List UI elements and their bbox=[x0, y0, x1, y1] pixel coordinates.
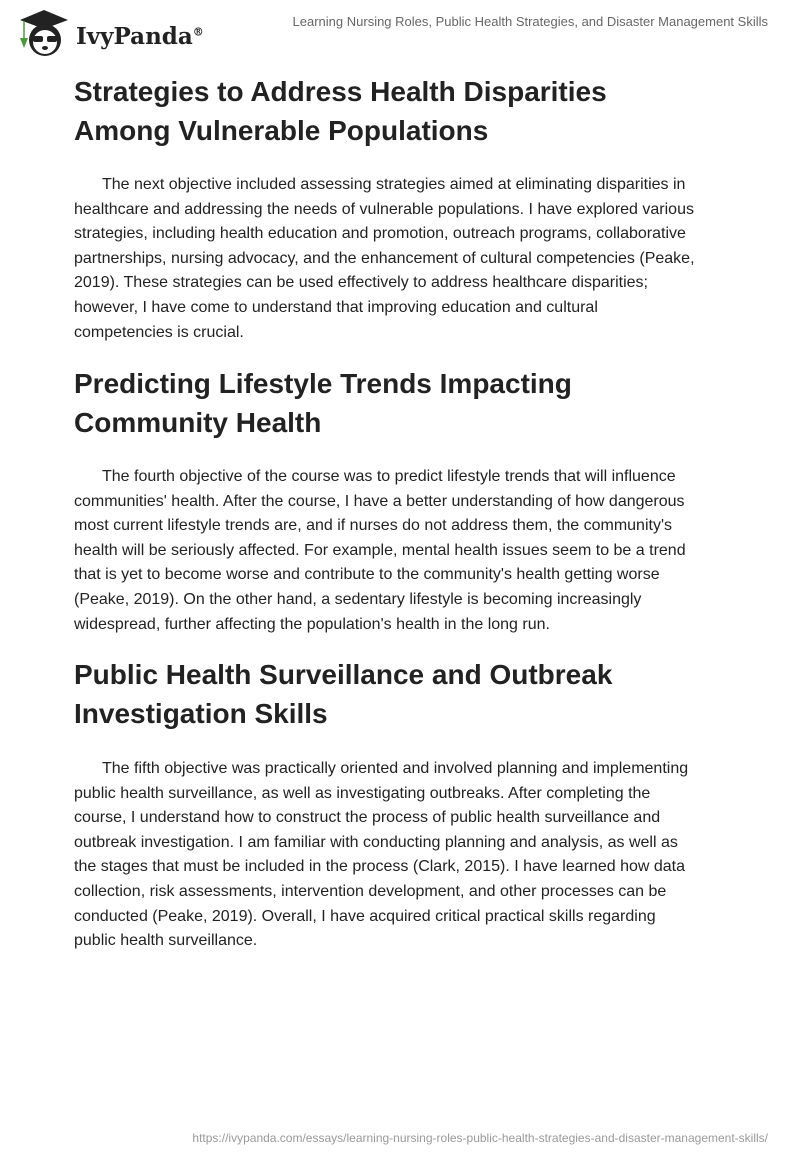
paragraph: The fifth objective was practically oriented and involved planning and implementing public health surveillance, as well as investigating outbreaks. After completing the course, I understand how to construct the process of public health surveillance and outbreak investigation. I am familiar with conducting planning and analysis, as well as the stages that must be included in the process (Clark, 2015). I have learned how data collection, risk assessments, intervention development, and other processes can be conducted (Peake, 2019). Overall, I have acquired critical practical skills regarding public health surveillance. bbox=[74, 760, 689, 950]
logo-text: IvyPanda® bbox=[76, 22, 204, 50]
ivypanda-logo[interactable] bbox=[16, 8, 204, 58]
source-url-link[interactable]: https://ivypanda.com/essays/learning-nursing-roles-public-health-strategies-and-disaster-management-skills/ bbox=[192, 1131, 768, 1145]
panda-logo-icon bbox=[16, 8, 72, 58]
section-heading: Strategies to Address Health Disparities Among Vulnerable Populations bbox=[74, 76, 607, 146]
section-heading: Public Health Surveillance and Outbreak Investigation Skills bbox=[74, 659, 613, 729]
document-title: Learning Nursing Roles, Public Health Strategies, and Disaster Management Skills bbox=[292, 14, 768, 29]
section-heading: Predicting Lifestyle Trends Impacting Community Health bbox=[74, 368, 572, 438]
paragraph: The fourth objective of the course was to predict lifestyle trends that will influence communities' health. After the course, I have a better understanding of how dangerous most current lifestyle trends are, and if nurses do not address them, the community's health will be seriously affected. For example, mental health issues seem to be a trend that is yet to become worse and contribute to the community's health getting worse (Peake, 2019). On the other hand, a sedentary lifestyle is becoming increasingly widespread, further affecting the population's health in the long run. bbox=[74, 468, 686, 633]
paragraph: The next objective included assessing strategies aimed at eliminating disparities in healthcare and addressing the needs of vulnerable populations. I have explored various strategies, including health education and promotion, outreach programs, collaborative partnerships, nursing advocacy, and the enhancement of cultural competencies (Peake, 2019). These strategies can be used effectively to address healthcare disparities; however, I have come to understand that improving education and cultural competencies is crucial. bbox=[74, 176, 695, 341]
